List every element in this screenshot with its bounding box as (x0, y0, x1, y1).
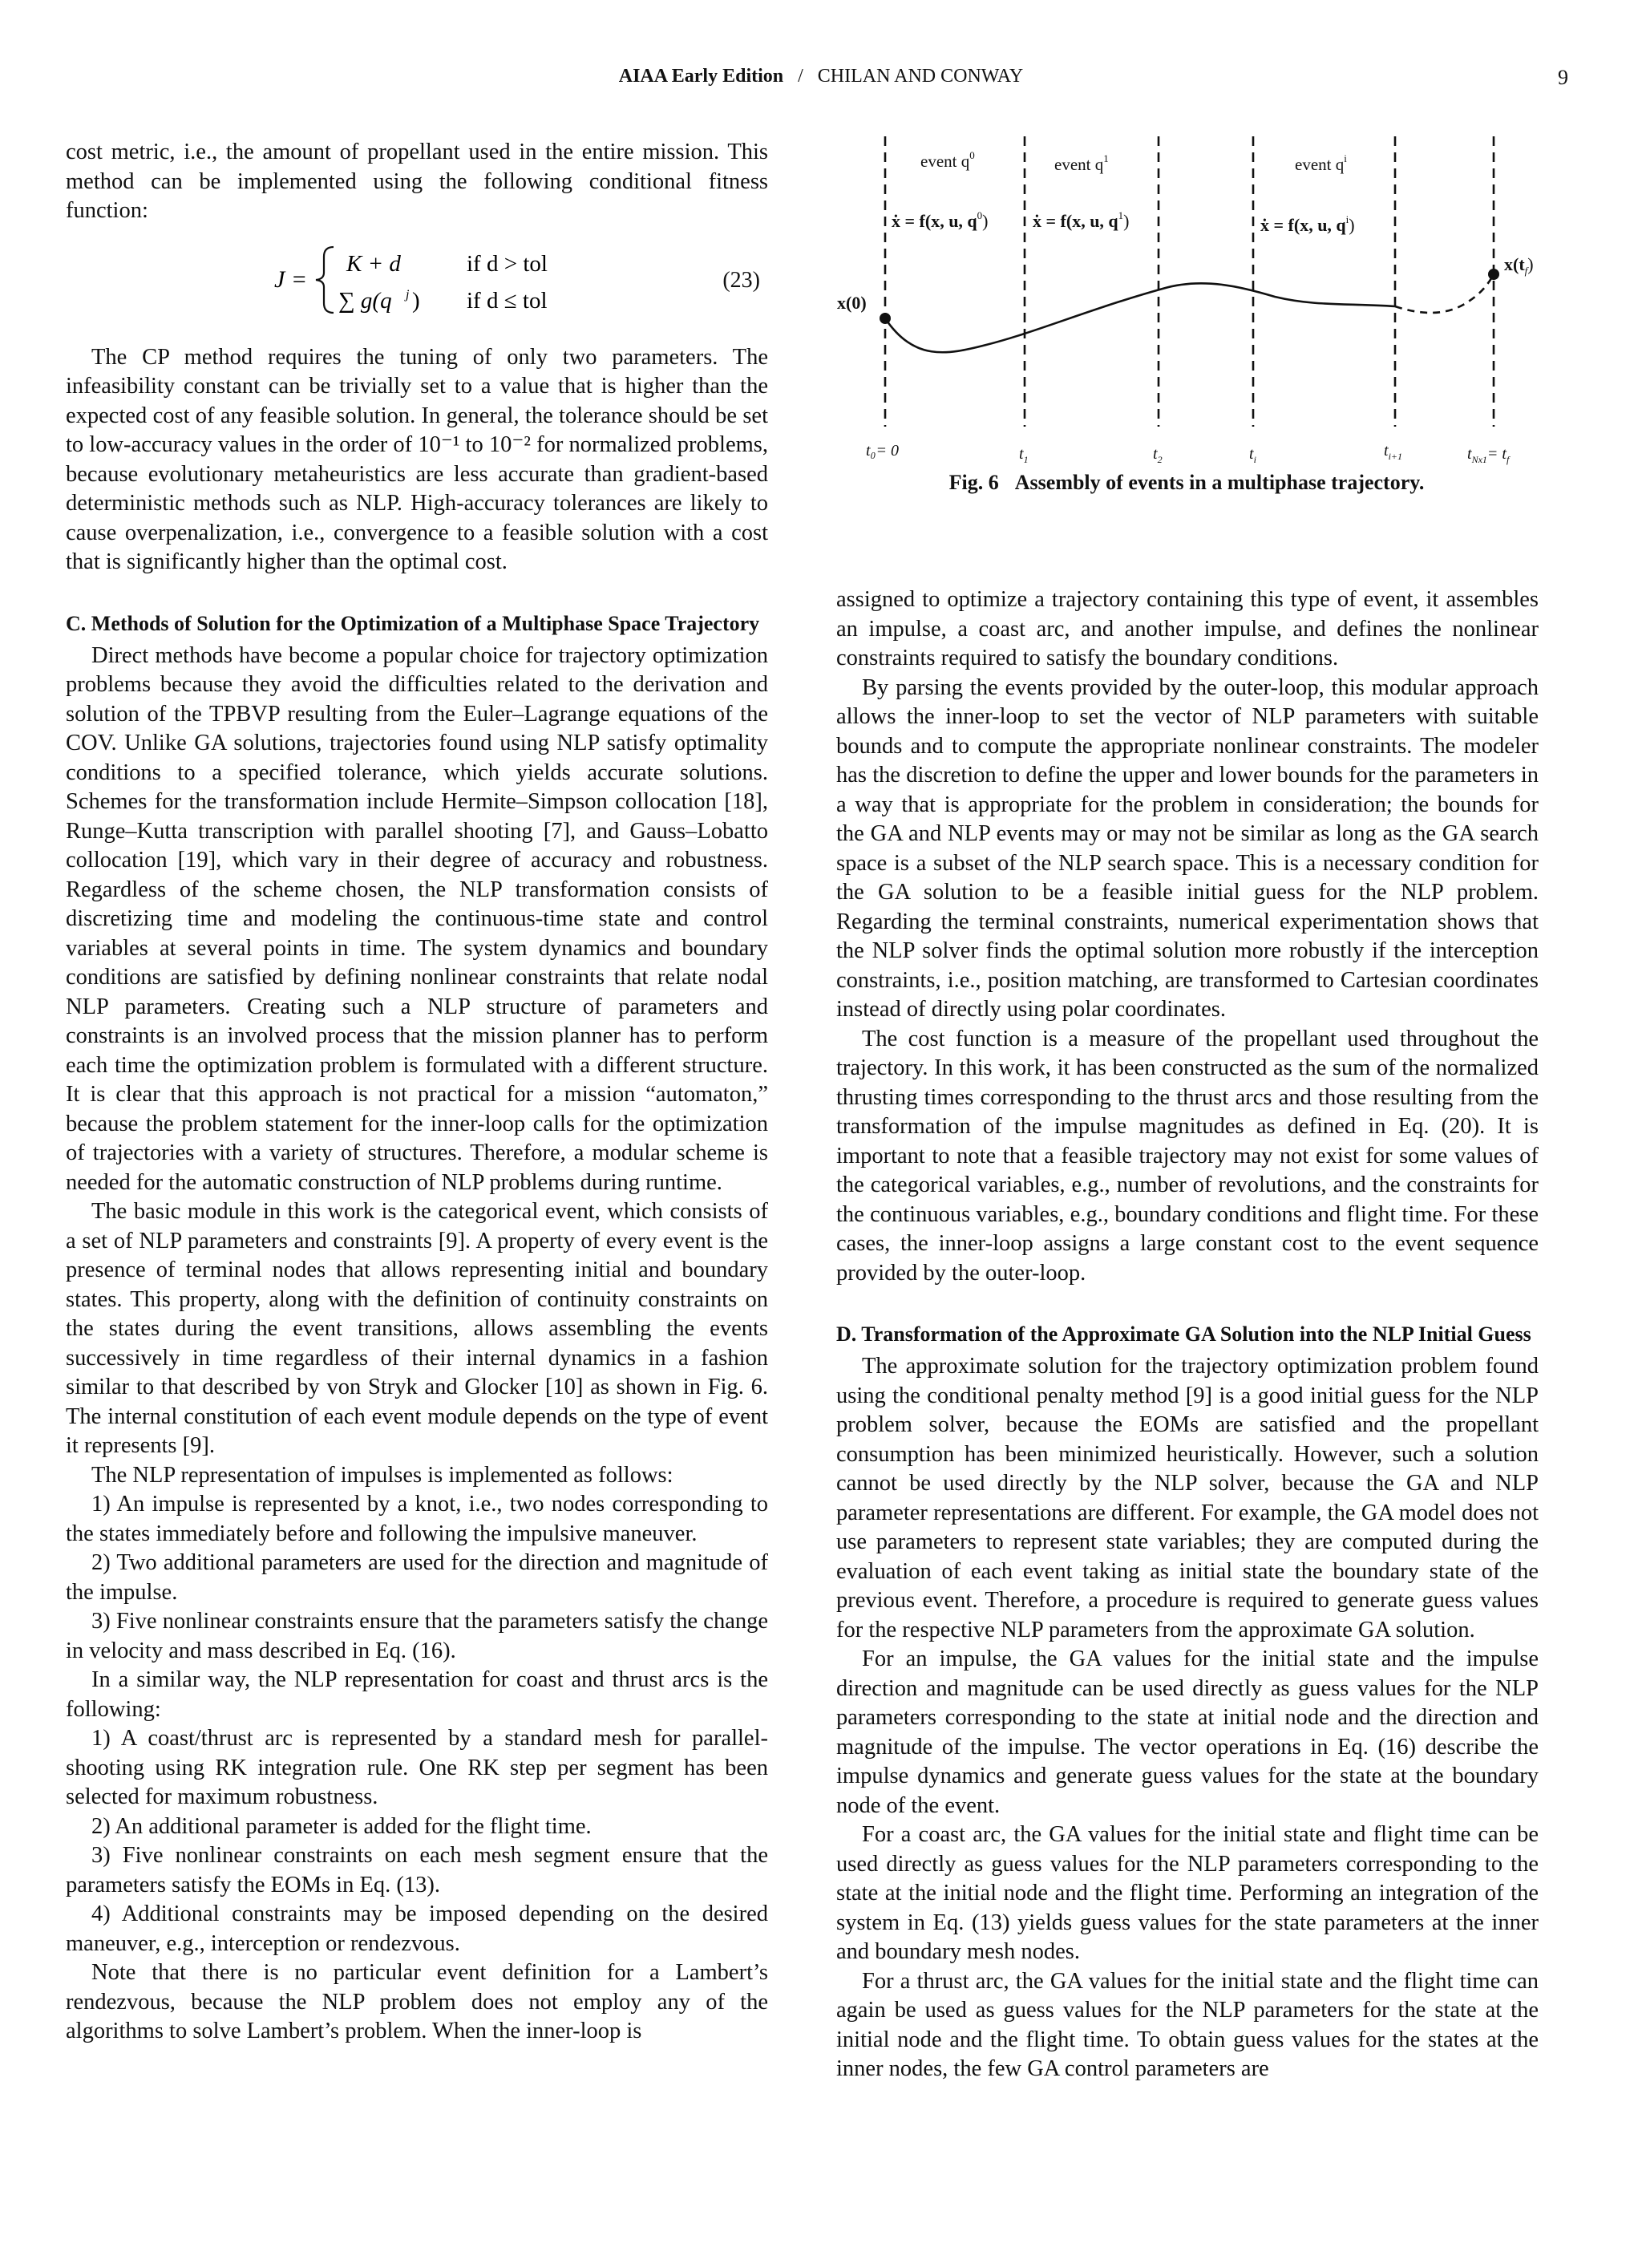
paragraph: The CP method requires the tuning of only two parameters. The infeasibility constant can be trivially set to a value that is higher than the expected cost of any feasible solution. In general, the tolerance should be set to low-accuracy values in the order of 10⁻¹ to 10⁻² for normalized problems, because evolutionary metaheuristics are less accurate than gradient-based deterministic methods such as NLP. High-accuracy tolerances are likely to cause overpenalization, i.e., convergence to a feasible solution with a cost that is significantly higher than the optimal cost. (66, 344, 768, 574)
superscript-j: j (406, 287, 410, 302)
case2-condition: if d ≤ tol (467, 287, 548, 314)
time-label-t0: t₀= 0 (866, 442, 900, 460)
equation-23 (66, 241, 768, 319)
list-item: 3) Five nonlinear constraints ensure that the parameters satisfy the change in velocity and mass described in Eq. (16). (66, 1609, 768, 1663)
figure-caption-label: Fig. 6 (948, 471, 999, 494)
running-head (0, 66, 1642, 87)
running-header (0, 66, 1642, 98)
section-heading-d: D. Transformation of the Approximate GA Solution into the NLP Initial Guess (836, 1322, 1531, 1346)
paragraph: The NLP representation of impulses is implemented as follows: (91, 1462, 673, 1488)
dynamics-label-qi: ẋ = f(x, u, $q^i$) (1260, 213, 1355, 235)
section-heading-c: C. Methods of Solution for the Optimization of a Multiphase Space Trajectory (66, 611, 760, 635)
figure-6-diagram (826, 128, 1547, 505)
journal-name: AIAA Early Edition (618, 66, 784, 87)
dynamics-label-q0: ẋ = f(x, u, $q^0$) (892, 209, 989, 231)
trajectory-dashed-segment (1395, 274, 1494, 313)
equation-lhs: J = (274, 265, 308, 293)
time-label-tN: $t_{Nx1}= t_f$ (1467, 445, 1510, 465)
page-number: 9 (1558, 66, 1568, 89)
paragraph: By parsing the events provided by the outer-loop, this modular approach allows the inner-loop to set the vector of NLP parameters with suitable bounds and to compute the appropriate nonlinear constraints. The modeler has the discretion to define the upper and lower bounds for the parameters in a way that is appropriate for the problem in consideration; the bounds for the GA and NLP events may or may not be similar as long as the GA search space is a subset of the NLP search space. This is a necessary condition for the GA solution to be a feasible initial guess for the NLP problem. Regarding the terminal constraints, numerical experimentation shows that the NLP solver finds the optimal solution more robustly if the interception constraints, i.e., position matching, are transformed to Cartesian coordinates instead of directly using polar coordinates. (836, 674, 1539, 1022)
list-item: 1) A coast/thrust arc is represented by a standard mesh for parallel-shooting using RK integration rule. One RK step per segment has been selected for maximum robustness. (66, 1726, 768, 1809)
paragraph: cost metric, i.e., the amount of propellant used in the entire mission. This method can be implemented using the following conditional fitness function: (66, 140, 768, 223)
case1-condition: if d > tol (467, 250, 548, 277)
event-label-q0: event $q^0$ (920, 149, 975, 171)
paragraph: In a similar way, the NLP representation for coast and thrust arcs is the following: (66, 1667, 768, 1722)
paragraph: The approximate solution for the trajectory optimization problem found using the conditional penalty method [9] is a good initial guess for the NLP problem solver, because the EOMs are satisfied and the propellant consumption has been minimized heuristically. However, such a solution cannot be used directly by the NLP solver, because the GA and NLP parameter representations are different. For example, the GA model does not use parameters to represent state variables; they are computed during the evaluation of each event taking as initial state the boundary state of the previous event. Therefore, a procedure is required to generate guess values for the respective NLP parameters from the approximate GA solution. (836, 1354, 1539, 1642)
paragraph: For a thrust arc, the GA values for the initial state and the flight time can again be used as guess values for the NLP parameters for the state at the initial node and the flight time. To obtain guess values for the states at the inner nodes, the few GA control parameters are (836, 1968, 1539, 2081)
header-separator: / (798, 66, 803, 87)
paragraph: assigned to optimize a trajectory containing this type of event, it assembles an impulse, a coast arc, and another impulse, and defines the nonlinear constraints required to satisfy the boundary conditions. (836, 587, 1539, 670)
right-column (836, 585, 1539, 2084)
paragraph: The basic module in this work is the categorical event, which consists of a set of NLP parameters and constraints [9]. A property of every event is the presence of terminal nodes that allows representing initial and boundary states. This property, along with the definition of continuity constraints on the states during the event transitions, allows assembling the events successively in time regardless of their internal dynamics in a fashion similar to that described by von Stryk and Glocker [10] as shown in Fig. 6. The internal constitution of each event module depends on the type of event it represents [9]. (66, 1199, 768, 1458)
time-label-t2: $t_2$ (1153, 445, 1163, 465)
left-brace (316, 247, 334, 313)
list-item: 2) Two additional parameters are used for the direction and magnitude of the impulse. (66, 1550, 768, 1605)
xtf-label: $x(t_f)$ (1504, 254, 1534, 277)
paragraph: For an impulse, the GA values for the initial state and the impulse direction and magnitude can be used directly as guess values for the NLP parameters corresponding to the state at initial node and the direction and magnitude of the impulse. The vector operations in Eq. (16) describe the impulse dynamics and generate guess values for the state at the boundary node of the event. (836, 1646, 1539, 1818)
fitness-function-equation (274, 241, 643, 319)
dynamics-label-q1: ẋ = f(x, u, $q^1$) (1033, 209, 1130, 231)
time-label-ti1: $t_{i+1}$ (1384, 442, 1402, 462)
case1-expression: K + d (346, 250, 401, 277)
time-label-t1: $t_1$ (1019, 445, 1029, 465)
event-boundaries (885, 136, 1494, 427)
event-label-q1: event $q^1$ (1054, 152, 1109, 174)
figure-caption-text: Assembly of events in a multiphase trajectory. (1014, 471, 1425, 494)
case2-expression: ∑ g(q (338, 287, 392, 314)
equation-number: (23) (722, 267, 760, 293)
list-item: 2) An additional parameter is added for the flight time. (91, 1813, 592, 1839)
list-item: 4) Additional constraints may be imposed depending on the desired maneuver, e.g., interception or rendezvous. (66, 1901, 768, 1956)
final-state-node (1488, 269, 1499, 280)
paragraph: Note that there is no particular event definition for a Lambert’s rendezvous, because the NLP problem does not employ any of the algorithms to solve Lambert’s problem. When the inner-loop is (66, 1960, 768, 2043)
x0-label: x(0) (837, 293, 867, 313)
left-column (66, 138, 768, 2047)
paragraph: Direct methods have become a popular choice for trajectory optimization problems because they avoid the difficulties related to the derivation and solution of the TPBVP resulting from the Euler–Lagrange equations of the COV. Unlike GA solutions, trajectories found using NLP satisfy optimality conditions to a specified tolerance, which yields accurate solutions. Schemes for the transformation include Hermite–Simpson collocation [18], Runge–Kutta transcription with parallel shooting [7], and Gauss–Lobatto collocation [19], which vary in their degree of accuracy and robustness. Regardless of the scheme chosen, the NLP transformation consists of discretizing time and modeling the continuous-time state and control variables at several points in time. The system dynamics and boundary conditions are satisfied by defining nonlinear constraints that relate nodal NLP parameters. Creating such a NLP structure of parameters and constraints is an involved process that the mission planner has to perform each time the optimization problem is formulated with a different structure. It is clear that this approach is not practical for a mission “automaton,” because the problem statement for the inner-loop calls for the optimization of trajectories with a variety of structures. Therefore, a modular scheme is needed for the automatic construction of NLP problems during runtime. (66, 642, 768, 1195)
initial-state-node (880, 313, 891, 324)
figure-caption (826, 471, 1547, 495)
time-label-ti: $t_i$ (1249, 445, 1256, 465)
paragraph: For a coast arc, the GA values for the initial state and flight time can be used directly as guess values for the NLP parameters corresponding to the state at the initial node and the flight time. Performing an integration of the system in Eq. (13) yields guess values for the state parameters at the inner and boundary mesh nodes. (836, 1822, 1539, 1964)
author-names: CHILAN AND CONWAY (817, 66, 1024, 87)
list-item: 1) An impulse is represented by a knot, i.e., two nodes corresponding to the states immediately before and following the impulsive maneuver. (66, 1492, 768, 1546)
closing-paren: ) (412, 287, 420, 314)
paragraph: The cost function is a measure of the propellant used throughout the trajectory. In this work, it has been constructed as the sum of the normalized thrusting times corresponding to the thrust arcs and those resulting from the transformation of the impulse magnitudes as defined in Eq. (20). It is important to note that a feasible trajectory may not exist for some values of the categorical variables, e.g., number of revolutions, and the constraints for the continuous variables, e.g., boundary conditions and flight time. For these cases, the inner-loop assigns a large constant cost to the event sequence provided by the outer-loop. (836, 1026, 1539, 1286)
event-label-qi: event $q^i$ (1295, 152, 1347, 174)
list-item: 3) Five nonlinear constraints on each mesh segment ensure that the parameters satisfy the EOMs in Eq. (13). (66, 1843, 768, 1897)
trajectory-curve (885, 283, 1395, 352)
